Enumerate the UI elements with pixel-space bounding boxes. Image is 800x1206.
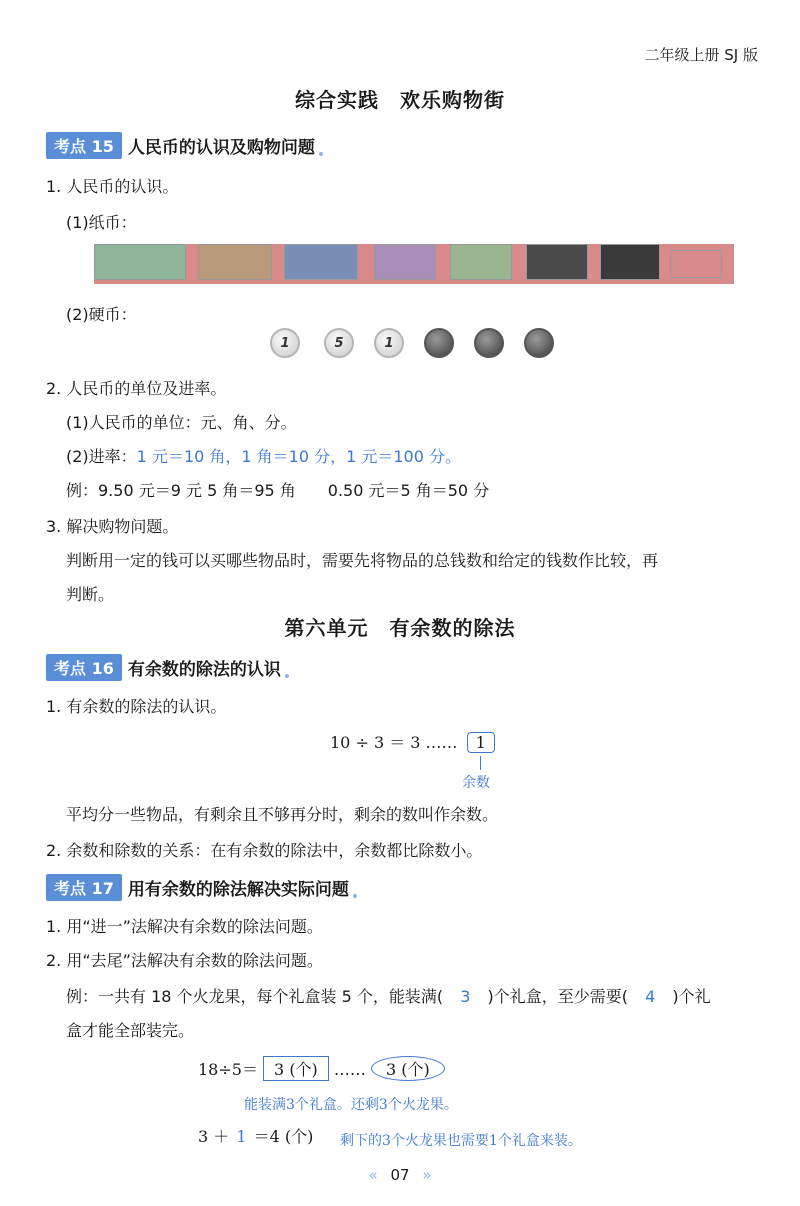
banknote-5jiao xyxy=(600,244,660,280)
point-rmb-recognition: 1. 人民币的认识。 xyxy=(46,177,179,196)
coin-old-2 xyxy=(474,328,504,358)
answer-2: 4 xyxy=(645,987,656,1006)
calc2-one: 1 xyxy=(236,1127,247,1146)
kaodian-17-header xyxy=(46,874,357,901)
example-text-a: 例：一共有 18 个火龙果，每个礼盒装 5 个，能装满( xyxy=(66,987,444,1006)
page-footer xyxy=(0,1166,800,1184)
coin-1-yuan: 1 xyxy=(270,328,300,358)
rmb-units-text: (1)人民币的单位：元、角、分。 xyxy=(66,413,297,432)
answer-1: 3 xyxy=(460,987,471,1006)
decor-dot xyxy=(319,152,323,156)
book-tag: 二年级上册 SJ 版 xyxy=(644,46,758,64)
calc-note-2: 剩下的3个火龙果也需要1个礼盒来装。 xyxy=(340,1133,582,1149)
example-line-1 xyxy=(66,984,711,1007)
banknote-10 xyxy=(374,244,436,280)
coin-1-jiao: 1 xyxy=(374,328,404,358)
calc-note-1: 能装满3个礼盒。还剩3个火龙果。 xyxy=(244,1097,458,1113)
quotient-box: 3 (个) xyxy=(263,1056,329,1081)
calc-line-2 xyxy=(198,1124,313,1147)
remainder-definition: 平均分一些物品，有剩余且不够再分时，剩余的数叫作余数。 xyxy=(66,805,499,824)
remainder-label: 余数 xyxy=(462,775,490,791)
example-line-2: 盒才能全部装完。 xyxy=(66,1021,195,1040)
banknote-50 xyxy=(198,244,272,280)
banknote-100 xyxy=(94,244,186,280)
section-title-shopping: 综合实践 欢乐购物街 xyxy=(295,88,505,112)
kaodian-badge: 考点 16 xyxy=(46,654,122,681)
point-rmb-units: 2. 人民币的单位及进率。 xyxy=(46,379,227,398)
calc-line-1 xyxy=(198,1056,445,1081)
rmb-example: 例：9.50 元＝9 元 5 角＝95 角 0.50 元＝5 角＝50 分 xyxy=(66,481,490,500)
equation-text: 10 ÷ 3 ＝ 3 …… xyxy=(330,733,458,752)
section-title-division: 第六单元 有余数的除法 xyxy=(284,616,516,640)
page-next-mark: » xyxy=(422,1166,432,1184)
calc2-a: 3 ＋ xyxy=(198,1127,230,1146)
coin-5-jiao: 5 xyxy=(324,328,354,358)
point-remainder-divisor: 2. 余数和除数的关系：在有余数的除法中，余数都比除数小。 xyxy=(46,841,483,860)
example-text-c: )个礼 xyxy=(672,987,711,1006)
rate-prefix: (2)进率： xyxy=(66,447,137,466)
banknote-20 xyxy=(284,244,358,280)
point-shopping-problem: 3. 解决购物问题。 xyxy=(46,517,179,536)
kaodian-badge: 考点 15 xyxy=(46,132,122,159)
banknote-1 xyxy=(526,244,588,280)
coin-row xyxy=(270,328,560,362)
kaodian-16-header xyxy=(46,654,289,681)
coin-old-1 xyxy=(424,328,454,358)
point-round-up: 1. 用“进一”法解决有余数的除法问题。 xyxy=(46,917,323,936)
point-round-down: 2. 用“去尾”法解决有余数的除法问题。 xyxy=(46,951,323,970)
banknote-row xyxy=(94,244,734,284)
decor-dot xyxy=(353,894,357,898)
banknote-1jiao xyxy=(670,250,722,278)
kaodian-title: 人民币的认识及购物问题 xyxy=(127,138,315,158)
remainder-oval: 3 (个) xyxy=(371,1056,445,1081)
example-text-b: )个礼盒，至少需要( xyxy=(487,987,629,1006)
remainder-box: 1 xyxy=(467,732,495,753)
rate-values: 1 元＝10 角，1 角＝10 分，1 元＝100 分。 xyxy=(136,447,461,466)
kaodian-15-header xyxy=(46,132,323,159)
banknote-5 xyxy=(450,244,512,280)
calc-dots: …… xyxy=(333,1060,366,1079)
calc-lhs: 18÷5＝ xyxy=(198,1060,258,1079)
shopping-explain-2: 判断。 xyxy=(66,585,115,604)
kaodian-title: 用有余数的除法解决实际问题 xyxy=(127,880,349,900)
decor-dot xyxy=(285,674,289,678)
page-number: 07 xyxy=(390,1166,410,1184)
kaodian-title: 有余数的除法的认识 xyxy=(127,660,281,680)
shopping-explain-1: 判断用一定的钱可以买哪些物品时，需要先将物品的总钱数和给定的钱数作比较，再 xyxy=(66,551,659,570)
kaodian-badge: 考点 17 xyxy=(46,874,122,901)
remainder-arrow xyxy=(480,756,481,770)
division-equation xyxy=(330,730,495,753)
point-remainder-recognition: 1. 有余数的除法的认识。 xyxy=(46,697,227,716)
rmb-rate-line xyxy=(66,444,461,467)
coin-label: (2)硬币： xyxy=(66,305,137,324)
paper-money-label: (1)纸币： xyxy=(66,213,137,232)
calc2-b: ＝4 (个) xyxy=(253,1127,314,1146)
page-prev-mark: « xyxy=(368,1166,378,1184)
coin-old-3 xyxy=(524,328,554,358)
